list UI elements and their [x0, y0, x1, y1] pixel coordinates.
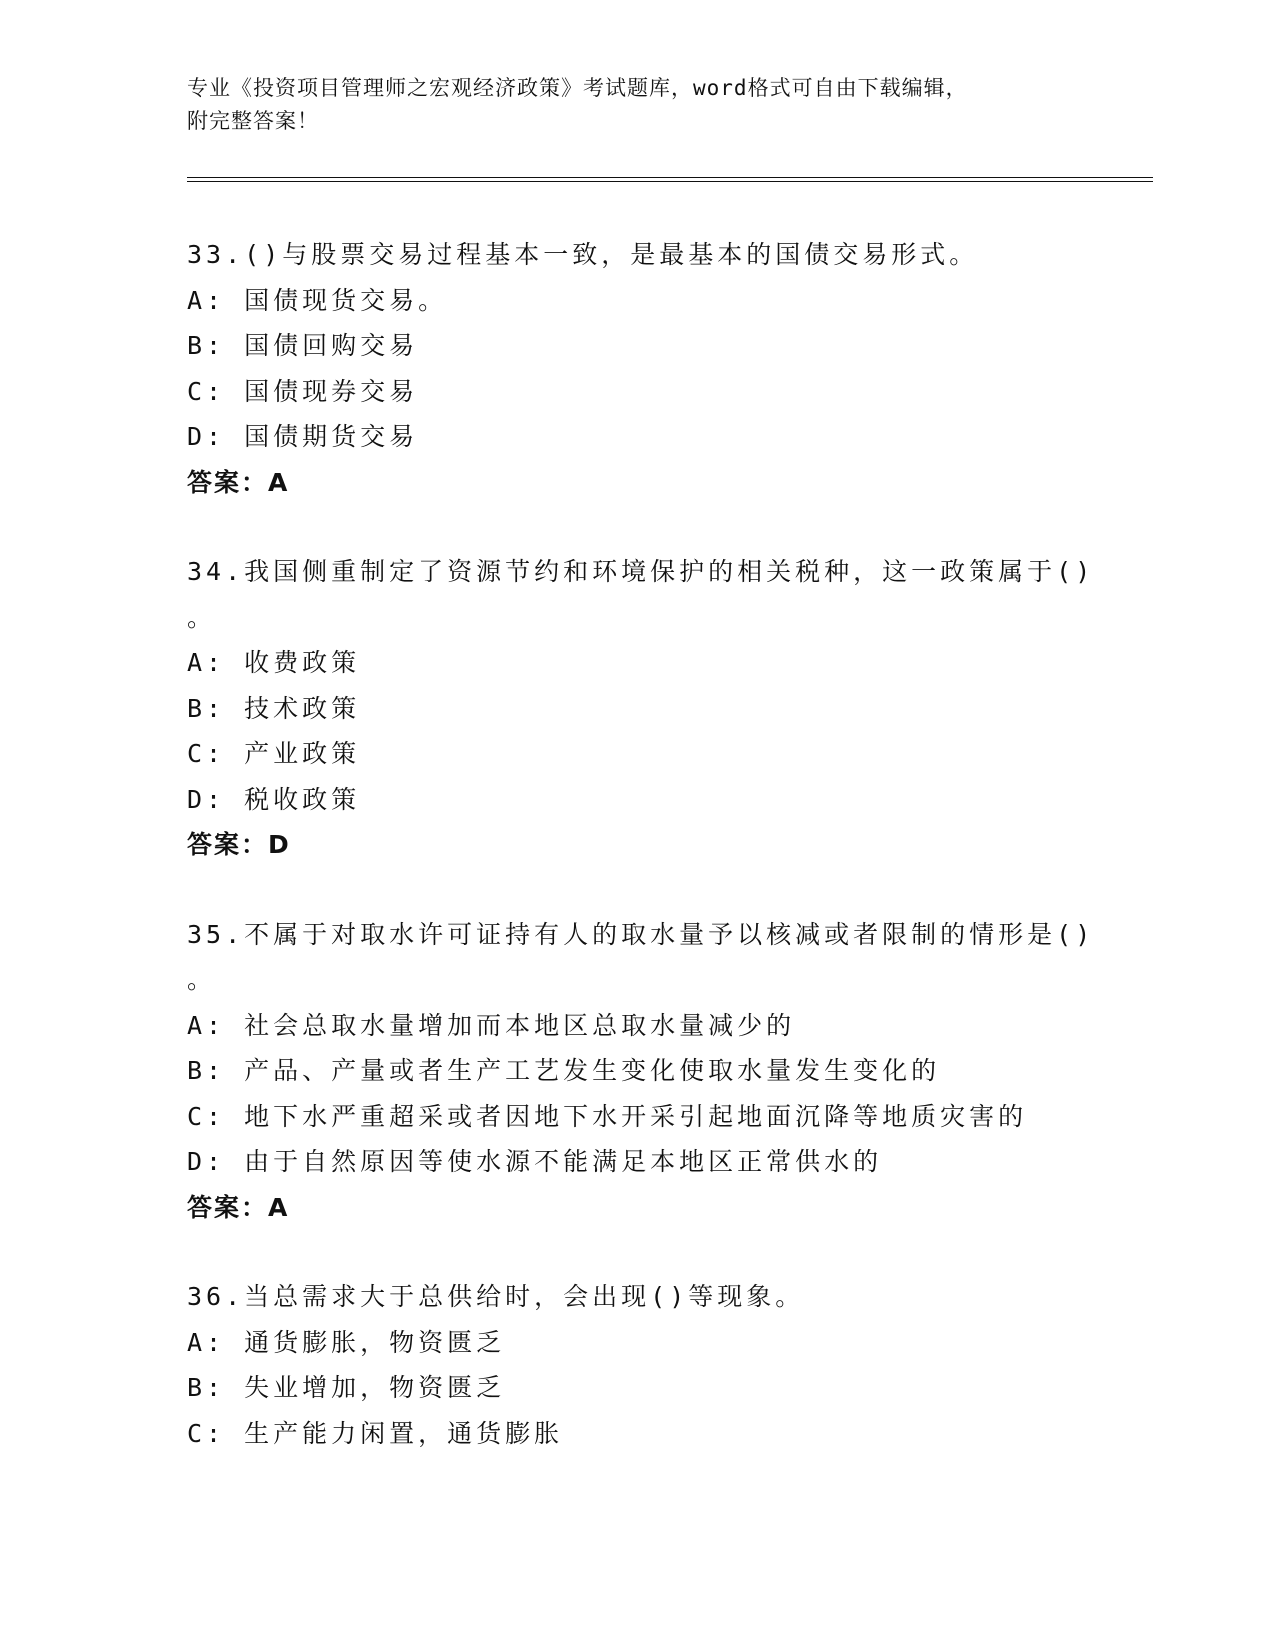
option-b: B: 失业增加，物资匮乏 [187, 1373, 506, 1402]
option-d: D: 由于自然原因等使水源不能满足本地区正常供水的 [187, 1147, 883, 1176]
question-34 [187, 549, 1095, 868]
option-b: B: 国债回购交易 [187, 331, 419, 360]
header-line-1: 专业《投资项目管理师之宏观经济政策》考试题库，word格式可自由下载编辑， [187, 76, 968, 100]
option-d: D: 税收政策 [187, 784, 361, 814]
question-stem: 33.()与股票交易过程基本一致，是最基本的国债交易形式。 [187, 240, 979, 269]
header-rule-bottom [187, 181, 1153, 182]
option-b: B: 产品、产量或者生产工艺发生变化使取水量发生变化的 [187, 1056, 941, 1085]
option-a: A: 通货膨胀，物资匮乏 [187, 1327, 506, 1357]
option-c: C: 产业政策 [187, 739, 361, 768]
option-c: C: 国债现券交易 [187, 376, 419, 406]
question-stem: 34.我国侧重制定了资源节约和环境保护的相关税种，这一政策属于() [187, 557, 1095, 586]
option-c: C: 地下水严重超采或者因地下水开采引起地面沉降等地质灾害的 [187, 1101, 1028, 1131]
option-b: B: 技术政策 [187, 693, 361, 723]
question-stem: 36.当总需求大于总供给时，会出现()等现象。 [187, 1282, 805, 1311]
answer: 答案：A [187, 467, 290, 497]
question-list [187, 232, 1095, 1500]
question-stem-continued: 。 [187, 602, 217, 632]
option-d: D: 国债期货交易 [187, 422, 419, 451]
answer: 答案：D [187, 830, 291, 859]
question-stem-continued: 。 [187, 965, 217, 994]
header-line-2: 附完整答案！ [187, 109, 319, 133]
option-c: C: 生产能力闲置，通货膨胀 [187, 1418, 564, 1448]
question-stem: 35.不属于对取水许可证持有人的取水量予以核减或者限制的情形是() [187, 919, 1095, 949]
option-a: A: 收费政策 [187, 648, 361, 677]
question-33 [187, 232, 1087, 505]
header-rule-top [187, 177, 1153, 178]
question-36 [187, 1274, 1087, 1456]
document-header [187, 72, 1067, 138]
option-a: A: 社会总取水量增加而本地区总取水量减少的 [187, 1010, 796, 1040]
answer: 答案：A [187, 1192, 290, 1222]
option-a: A: 国债现货交易。 [187, 285, 448, 315]
question-35 [187, 912, 1095, 1231]
